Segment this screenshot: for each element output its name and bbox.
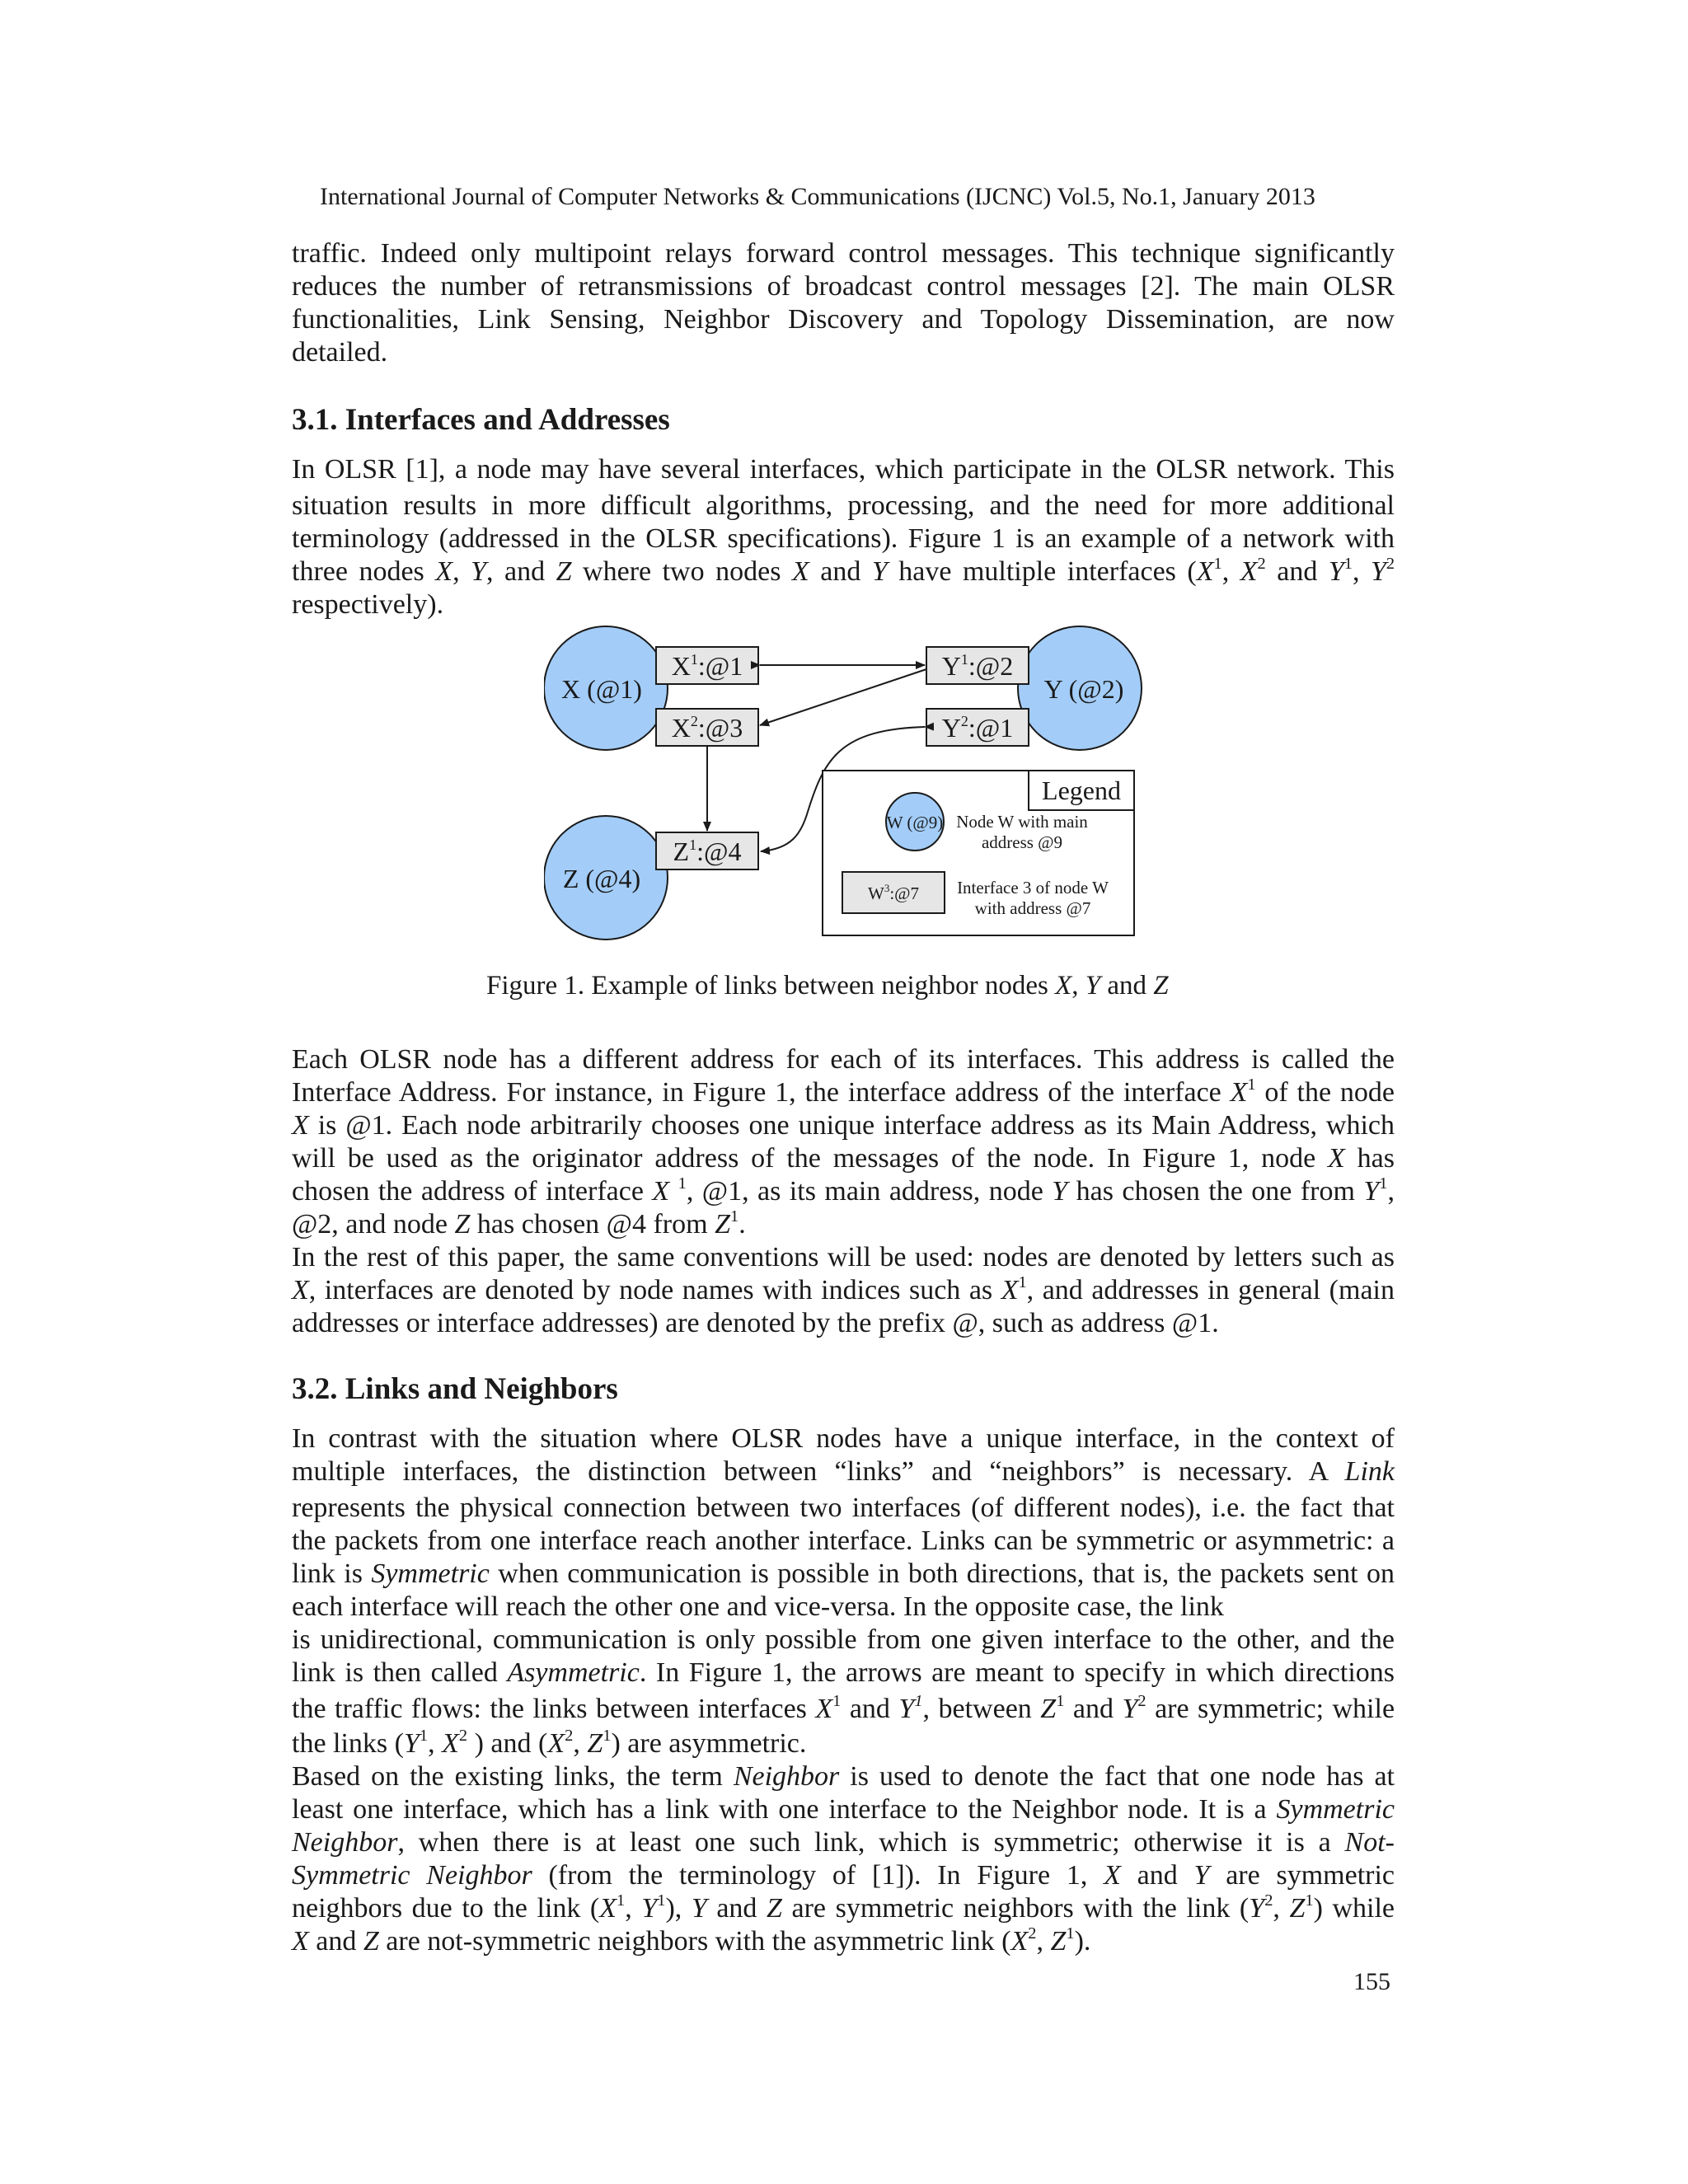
s2-line-5: link is Symmetric when communication is possible in both directions, that is, the packets sent on	[292, 1558, 1395, 1589]
s2-line-4: the packets from one interface reach another interface. Links can be symmetric or asymmetric: a	[292, 1526, 1395, 1556]
page-number: 155	[1353, 1968, 1390, 1995]
s1-line-1: In OLSR [1], a node may have several interfaces, which participate in the OLSR network. This	[292, 454, 1395, 485]
s2-line-3: represents the physical connection between two interfaces (of different nodes), i.e. the fact that	[292, 1493, 1395, 1523]
legend-node-desc-1: Node W with main	[956, 812, 1088, 832]
s2p2-line-4: Symmetric Neighbor (from the terminology of [1]). In Figure 1, X and Y are symmetric	[292, 1860, 1395, 1891]
s1b-line-2: Interface Address. For instance, in Figure 1, the interface address of the interface $X^1$ of the node	[292, 1075, 1395, 1108]
iface-y1	[926, 647, 1029, 684]
s2-line-9: the traffic flows: the links between interfaces $X^1$ and $Y^1$, between $Z^1$ and $Y^2$ are symmetric; while	[292, 1691, 1395, 1724]
s2p2-line-6: X and Z are not-symmetric neighbors with the asymmetric link ($X^2$, $Z^1$).	[292, 1924, 1091, 1957]
s1b-line-7: In the rest of this paper, the same conventions will be used: nodes are denoted by letters such as	[292, 1242, 1395, 1272]
s1b-line-1: Each OLSR node has a different address for each of its interfaces. This address is called the	[292, 1044, 1395, 1075]
figure-caption: Figure 1. Example of links between neighbor nodes X, Y and Z	[486, 971, 1169, 1001]
s2p2-line-3: Neighbor, when there is at least one such link, which is symmetric; otherwise it is a Not-	[292, 1827, 1395, 1858]
node-z-label: Z (@4)	[562, 864, 641, 893]
intro-line-2: reduces the number of retransmissions of broadcast control messages [2]. The main OLSR	[292, 271, 1395, 302]
s2-line-7: is unidirectional, communication is only possible from one given interface to the other, and the	[292, 1624, 1395, 1655]
iface-x2	[656, 709, 758, 746]
intro-line-3: functionalities, Link Sensing, Neighbor Discovery and Topology Dissemination, are now	[292, 304, 1395, 335]
legend-iface-desc-1: Interface 3 of node W	[957, 878, 1109, 898]
s1b-line-3: X is @1. Each node arbitrarily chooses one unique interface address as its Main Address, which	[292, 1110, 1395, 1141]
s1-line-2: situation results in more difficult algorithms, processing, and the need for more additional	[292, 490, 1395, 521]
svg-text:Y1:@2: $Y^1:@2$	[941, 651, 1014, 681]
section-heading-3-2: 3.2. Links and Neighbors	[292, 1372, 618, 1406]
legend-node-label: W (@9)	[886, 813, 944, 832]
s2-line-6: each interface will reach the other one and vice-versa. In the opposite case, the link	[292, 1591, 1224, 1622]
legend-node-desc-2: address @9	[981, 832, 1063, 852]
s2-line-10: the links ($Y^1$, $X^2$ ) and ($X^2$, $Z^1$) are asymmetric.	[292, 1726, 807, 1759]
s1-line-4: three nodes X, Y, and Z where two nodes X and Y have multiple interfaces ($X^1$, $X^2$ and $Y^1$, $Y^2$	[292, 554, 1395, 587]
node-x-label: X (@1)	[561, 674, 642, 704]
figure-1-diagram	[544, 618, 1146, 948]
legend	[823, 771, 1134, 935]
s1b-line-8: X, interfaces are denoted by node names with indices such as $X^1$, and addresses in general (main	[292, 1272, 1395, 1305]
s2-line-2: multiple interfaces, the distinction between “links” and “neighbors” is necessary. A Link	[292, 1456, 1395, 1487]
iface-y2	[926, 709, 1029, 746]
s1b-line-6: @2, and node Z has chosen @4 from $Z^1$.	[292, 1207, 746, 1240]
s2p2-line-1: Based on the existing links, the term Neighbor is used to denote the fact that one node has at	[292, 1761, 1395, 1792]
s2p2-line-2: least one interface, which has a link with one interface to the Neighbor node. It is a Symmetric	[292, 1794, 1395, 1825]
svg-text:Z1:@4: $Z^1:@4$	[673, 837, 742, 866]
svg-text:Y2:@1: $Y^2:@1$	[941, 713, 1014, 743]
s2p2-line-5: neighbors due to the link ($X^1$, $Y^1$), Y and Z are symmetric neighbors with the link ($Y^2$, $Z^1$) while	[292, 1891, 1395, 1924]
iface-x1	[656, 647, 758, 684]
legend-iface-label: $W^3:@7$	[867, 882, 920, 903]
s1b-line-4: will be used as the originator address of the messages of the node. In Figure 1, node X has	[292, 1143, 1395, 1174]
running-header: International Journal of Computer Networks & Communications (IJCNC) Vol.5, No.1, January 2013	[320, 183, 1315, 210]
s2-line-1: In contrast with the situation where OLSR nodes have a unique interface, in the context of	[292, 1423, 1395, 1454]
iface-z1	[656, 832, 758, 869]
s2-line-8: link is then called Asymmetric. In Figure 1, the arrows are meant to specify in which directions	[292, 1657, 1395, 1688]
s1-line-5: respectively).	[292, 589, 444, 620]
legend-iface-desc-2: with address @7	[974, 898, 1091, 918]
s1b-line-9: addresses or interface addresses) are denoted by the prefix @, such as address @1.	[292, 1308, 1219, 1338]
legend-title: Legend	[1042, 776, 1121, 805]
svg-text:X1:@1: $X^1:@1$	[671, 651, 743, 681]
node-y-label: Y (@2)	[1043, 674, 1124, 704]
intro-line-1: traffic. Indeed only multipoint relays forward control messages. This technique significantly	[292, 238, 1395, 269]
s1-line-3: terminology (addressed in the OLSR specifications). Figure 1 is an example of a network with	[292, 523, 1395, 554]
s1b-line-5: chosen the address of interface X $^1$, @1, as its main address, node Y has chosen the one from $Y^1$,	[292, 1174, 1395, 1207]
intro-line-4: detailed.	[292, 337, 388, 368]
svg-text:X2:@3: $X^2:@3$	[671, 713, 743, 743]
section-heading-3-1: 3.1. Interfaces and Addresses	[292, 403, 670, 437]
link-y1-x2	[760, 669, 926, 725]
